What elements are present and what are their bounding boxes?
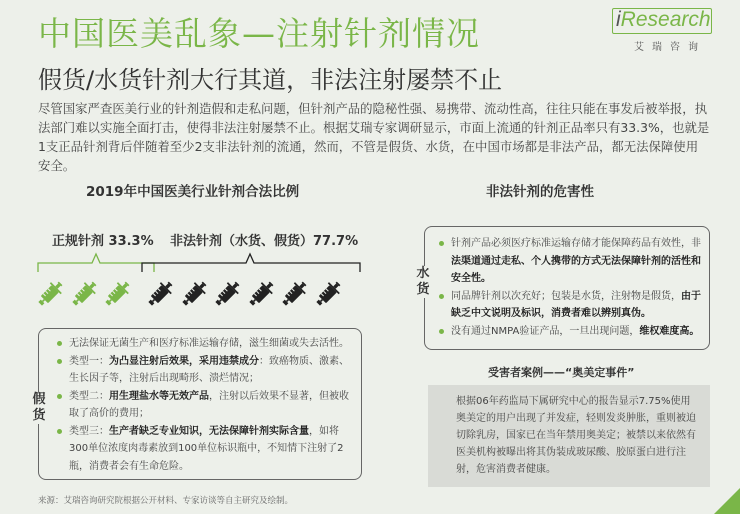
water-goods-item-text: 同品牌针剂以次充好；包装是水货，注射物是假货， bbox=[451, 290, 681, 302]
fake-goods-item bbox=[55, 353, 351, 388]
water-goods-item-text: 没有通过NMPA验证产品，一旦出现问题， bbox=[451, 325, 640, 337]
syringe-icon-illegal bbox=[312, 276, 346, 310]
intro-paragraph: 尽管国家严查医美行业的针剂造假和走私问题，但针剂产品的隐秘性强、易携带、流动性高，往往只能在事发后被举报，执法部门难以实施全面打击，使得非法注射屡禁不止。根据艾瑞专家调研显示，市面上流通的针剂正品率只有33.3%，也就是1支正品针剂背后伴随着至少2支非法针剂的流通，然而，不管是假货、水货，在中国市场都是非法产品，都无法保障使用安全。 bbox=[38, 101, 710, 173]
fake-goods-item-text: 类型一： bbox=[69, 355, 109, 367]
page-subtitle: 假货/水货针剂大行其道，非法注射屡禁不止 bbox=[38, 66, 503, 94]
logo-subtitle: 艾瑞咨询 bbox=[634, 42, 706, 53]
fake-goods-item-tail: ，注射以后效果不显著，但被收取了高价的费用； bbox=[69, 390, 349, 419]
case-box bbox=[428, 385, 710, 487]
corner-decoration bbox=[714, 488, 740, 514]
water-goods-item bbox=[437, 288, 701, 323]
syringe-icon-illegal bbox=[278, 276, 312, 310]
water-goods-item-text: 针剂产品必须医疗标准运输存储才能保障药品有效性，非 bbox=[451, 238, 701, 249]
legal-label: 正规针剂 33.3% bbox=[52, 234, 154, 249]
right-section-title: 非法针剂的危害性 bbox=[486, 184, 594, 200]
syringe-icon-illegal bbox=[245, 276, 279, 310]
fake-goods-item bbox=[55, 423, 351, 476]
water-goods-box bbox=[424, 226, 710, 350]
left-section-title: 2019年中国医美行业针剂合法比例 bbox=[86, 184, 300, 200]
fake-goods-item bbox=[55, 388, 351, 423]
illegal-bracket bbox=[140, 252, 362, 274]
case-title: 受害者案例——“奥美定事件” bbox=[488, 366, 635, 379]
syringe-icon-illegal bbox=[178, 276, 212, 310]
water-goods-item-emphasis: 维权难度高。 bbox=[639, 325, 700, 337]
syringe-icon-legal bbox=[101, 276, 135, 310]
case-text: 根据06年药监局下属研究中心的报告显示7.75%使用奥美定的用户出现了并发症，轻则发炎肿胀，重则被迫切除乳房，国家已在当年禁用奥美定；被禁以来依然有医美机构被曝出将其伪装成玻尿酸、胶原蛋白进行注射，危害消费者健康。 bbox=[456, 396, 696, 475]
fake-goods-item-tail: ：致癌物质、激素、生长因子等，注射后出现畸形、溃烂情况； bbox=[69, 355, 349, 384]
water-goods-item-emphasis: 法渠道通过走私、个人携带的方式无法保障针剂的活性和安全性。 bbox=[451, 255, 701, 284]
fake-goods-item bbox=[55, 335, 351, 353]
fake-goods-item-text: 无法保证无菌生产和医疗标准运输存储，滋生细菌或失去活性。 bbox=[69, 338, 349, 349]
source-note: 来源：艾瑞咨询研究院根据公开材料、专家访谈等自主研究及绘制。 bbox=[38, 496, 294, 506]
logo-box: iResearch bbox=[612, 8, 712, 34]
fake-goods-box bbox=[38, 328, 362, 480]
fake-goods-item-text: 类型三： bbox=[69, 425, 109, 437]
fake-goods-item-emphasis: 用生理盐水等无效产品 bbox=[109, 390, 209, 402]
syringe-icon-illegal bbox=[144, 276, 178, 310]
fake-goods-item-tail: ，如将300单位浓度肉毒素放到100单位标识瓶中，不知情下注射了2瓶，消费者会有生命危险。 bbox=[69, 425, 344, 472]
syringe-icon-legal bbox=[68, 276, 102, 310]
fake-goods-list bbox=[55, 335, 351, 475]
fake-goods-label: 假货 bbox=[30, 392, 48, 424]
water-goods-item bbox=[437, 235, 701, 288]
water-goods-item bbox=[437, 323, 701, 341]
page-title: 中国医美乱象—注射针剂情况 bbox=[38, 14, 480, 53]
water-goods-label: 水货 bbox=[414, 266, 432, 298]
fake-goods-item-text: 类型二： bbox=[69, 390, 109, 402]
syringe-icon-illegal bbox=[211, 276, 245, 310]
iresearch-logo bbox=[612, 6, 722, 54]
water-goods-item-emphasis: 由于缺乏中文说明及标识，消费者难以辨别真伪。 bbox=[451, 290, 701, 319]
fake-goods-item-emphasis: 生产者缺乏专业知识，无法保障针剂实际含量 bbox=[109, 425, 309, 437]
fake-goods-item-emphasis: 为凸显注射后效果，采用违禁成分 bbox=[109, 355, 259, 367]
illegal-label: 非法针剂（水货、假货）77.7% bbox=[170, 234, 359, 249]
water-goods-list bbox=[437, 235, 701, 340]
syringe-icon-legal bbox=[34, 276, 68, 310]
legal-bracket bbox=[36, 252, 156, 274]
